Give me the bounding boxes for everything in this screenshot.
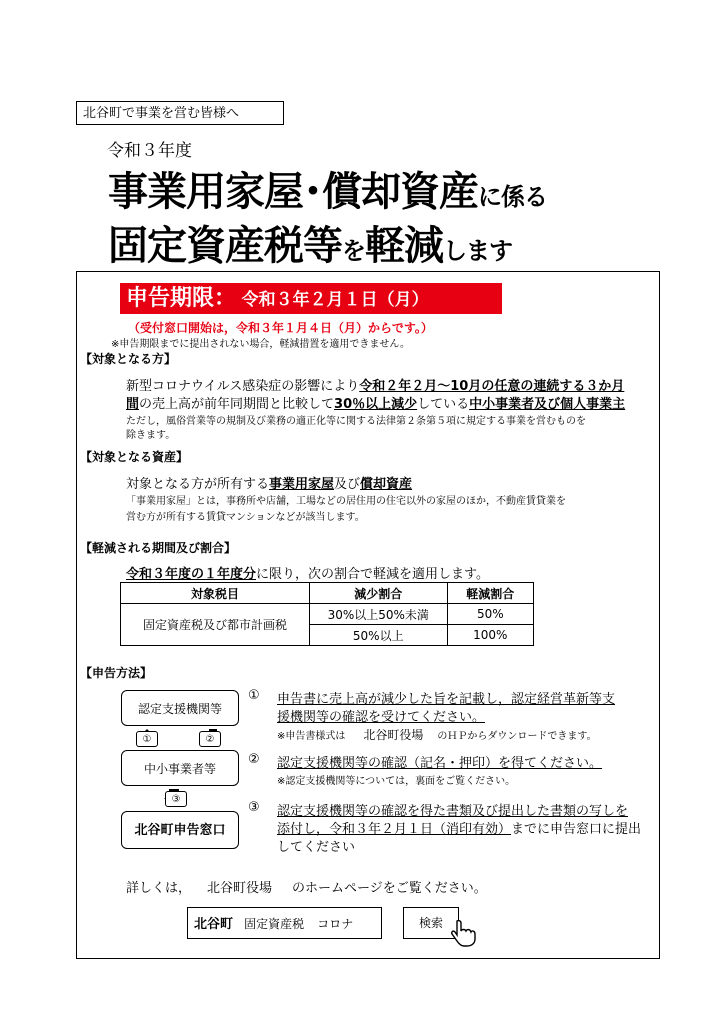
target-persons-line1 [126,375,624,394]
search-term: 固定資産税 [244,917,305,931]
step3-line1: 認定支援機関等の確認を得た書類及び提出した書類の写しを [277,804,629,819]
method-heading: 【申告方法】 [80,666,153,680]
audience-tag: 北谷町で事業を営む皆様へ [76,101,284,125]
title-end: します [443,237,512,265]
support-org-box: 認定支援機関等 [121,690,239,726]
title-tax: 固定資産税等 [108,223,342,269]
reduction-table [120,582,534,646]
step2-line1: 認定支援機関等の確認（記名・押印）を得てください。 [277,756,603,771]
house-text: 事業用家屋 [269,477,335,492]
title-line-1 [108,160,547,217]
header-decrease: 減少割合 [309,583,447,604]
year-text: 令和３年度の１年度分 [126,567,257,582]
step1-number: ① [248,688,260,703]
step1-note [277,726,597,743]
window-open-note: （受付窓口開始は，令和３年１月４日（月）からです。） [128,321,433,335]
text: のホームページをご覧ください。 [292,881,487,896]
text: 及び [334,477,361,492]
rate-cell: 50% [447,604,533,625]
text: に限り，次の割合で軽減を適用します。 [256,567,489,582]
title-reduce: 軽減 [365,223,443,269]
step3-number: ③ [248,800,260,815]
hand-shape [452,921,475,946]
target-assets-line1 [126,473,412,492]
fiscal-year: 令和３年度 [107,141,192,161]
text: 詳しくは， [126,881,192,896]
target-persons-heading: 【対象となる方】 [80,352,177,366]
decrease-cell: 50%以上 [309,625,447,646]
tax-office-box: 北谷町申告窓口 [121,811,239,849]
target-assets-note2: 営む方が所有する賃貸マンションなどが該当します。 [126,512,365,523]
deadline-text: 添付し，令和３年２月１日（消印有効） [277,822,512,837]
details-line [126,877,487,896]
reduction-heading: 【軽減される期間及び割合】 [80,541,237,555]
badge-2: ② [199,731,221,747]
table-header-row [121,583,534,604]
decrease-cell: 30%以上50%未満 [309,604,447,625]
target-persons-line2 [126,393,625,412]
deadline-label: 申告期限： [126,286,237,311]
step3-line2 [277,818,641,837]
target-assets-heading: 【対象となる資産】 [80,450,189,464]
title-line-2 [108,214,512,271]
decrease-text: 30％以上減少 [334,397,418,412]
target-persons-note1: ただし，風俗営業等の規制及び業務の適正化等に関する法律第２条第５項に規定する事業を営むものを [126,416,586,427]
step2-note: ※認定支援機関等については，裏面をご覧ください。 [277,776,516,787]
text: までに申告窓口に提出 [511,822,642,837]
text: している [417,397,470,412]
deadline-banner [120,283,502,314]
title-suffix: に係る [478,183,547,211]
badge-3: ③ [165,791,187,807]
target-persons-note2: 除きます。 [126,430,176,441]
step2-number: ② [248,752,260,767]
search-term: コロナ [317,917,354,931]
title-particle: を [342,237,365,265]
deadline-date: 令和３年２月１日（月） [241,290,429,310]
town-office-text: 北谷町役場 [207,881,273,896]
text: ※申告書様式は [277,731,346,742]
asset-text: 償却資産 [360,477,413,492]
period-text-end: 間 [126,397,140,412]
header-rate: 軽減割合 [447,583,533,604]
header-tax: 対象税目 [121,583,310,604]
text: 対象となる方が所有する [126,477,270,492]
period-text: 令和２年２月～10月の任意の連続する３か月 [359,379,625,394]
step3-line3: してください [277,840,356,855]
step1-line2: 援機関等の確認を受けてください。 [277,710,486,725]
sme-box: 中小事業者等 [121,750,239,786]
tax-name-cell: 固定資産税及び都市計画税 [121,604,310,646]
search-input[interactable] [187,907,382,939]
search-term: 北谷町 [194,917,234,932]
step1-line1: 申告書に売上高が減少した旨を記載し，認定経営革新等支 [277,692,616,707]
text: 新型コロナウイルス感染症の影響により [126,379,360,394]
title-main: 事業用家屋･償却資産 [108,169,478,215]
town-office-text: 北谷町役場 [363,728,424,742]
deadline-warning: ※申告期限までに提出されない場合，軽減措置を適用できません。 [111,339,410,350]
target-assets-note1: 「事業用家屋」とは，事務所や店舗，工場などの居住用の住宅以外の家屋のほか，不動産賃貸業を [126,496,566,507]
reduction-line [126,563,489,582]
badge-1: ① [136,731,158,747]
text: の売上高が前年同期間と比較して [139,397,335,412]
hand-pointer-icon [449,919,479,947]
table-row [121,604,534,625]
text: のＨＰからダウンロードできます。 [437,731,597,742]
search-button[interactable]: 検索 [403,907,459,939]
target-text: 中小事業者及び個人事業主 [469,397,626,412]
rate-cell: 100% [447,625,533,646]
